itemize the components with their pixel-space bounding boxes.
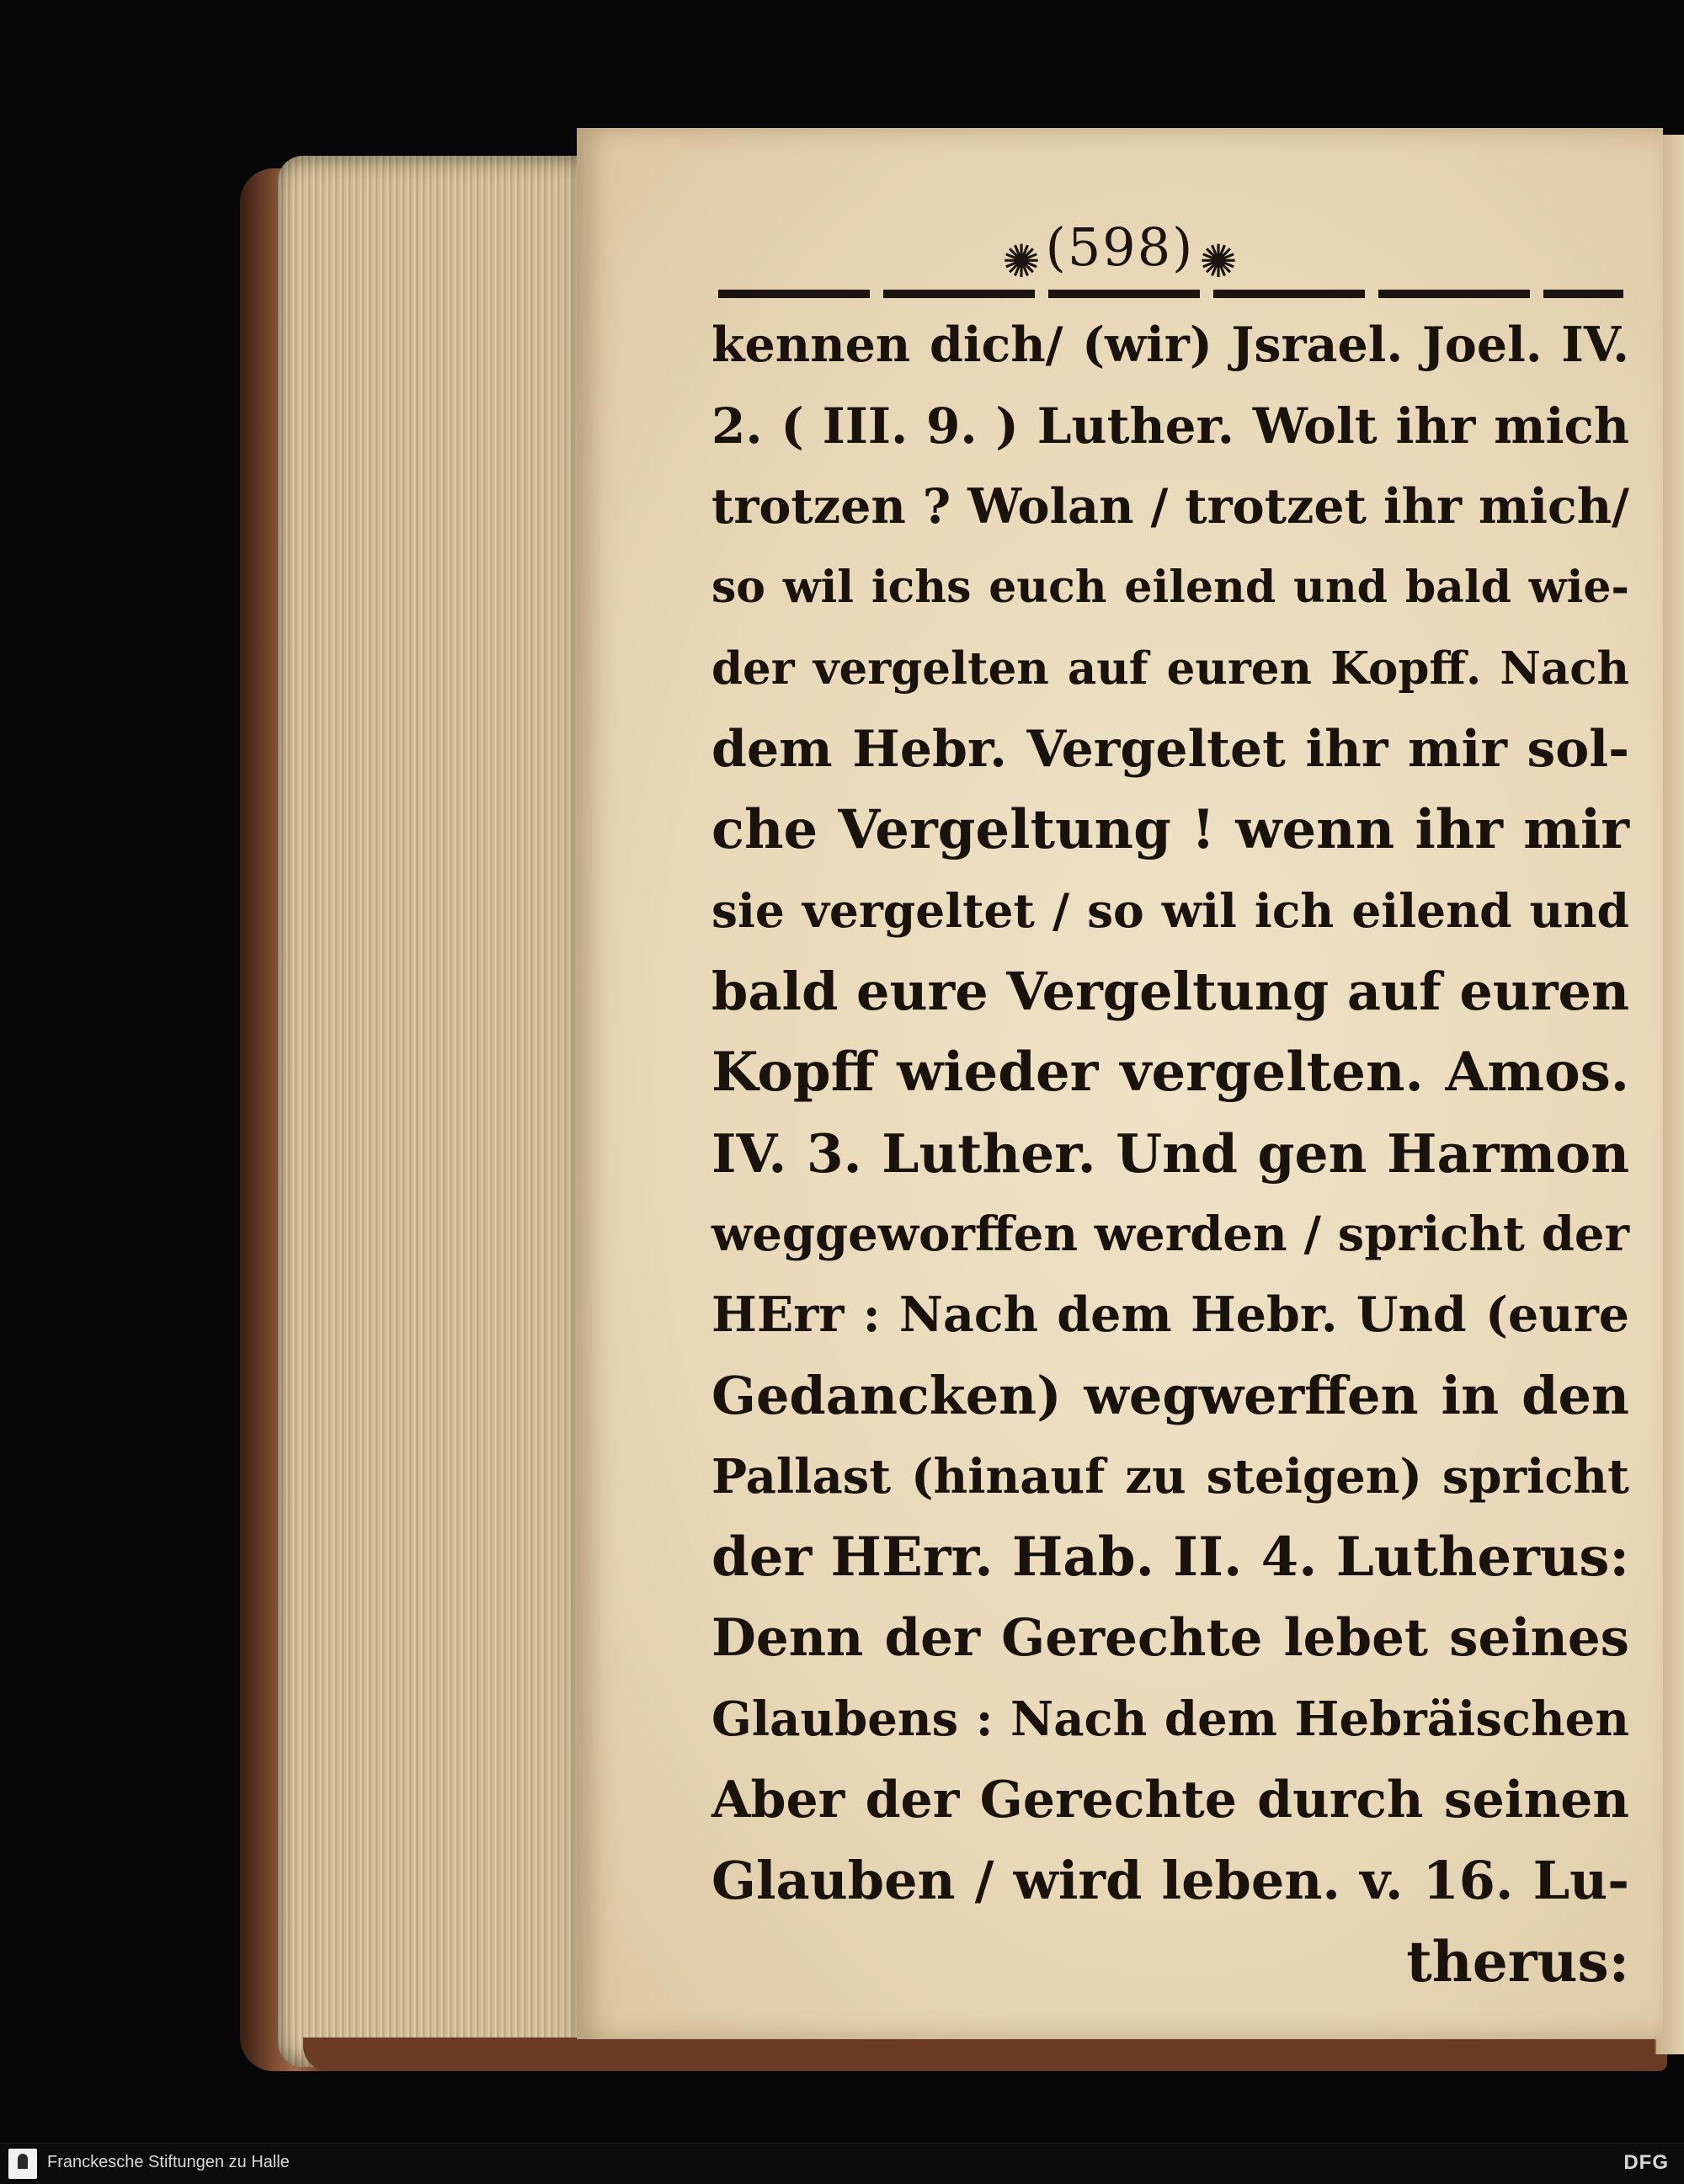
text-line: Gedancken) wegwerffen in den bbox=[711, 1365, 1629, 1426]
text-line: trotzen ? Wolan / trotzet ihr mich/ bbox=[711, 478, 1629, 535]
text-line: bald eure Vergeltung auf euren bbox=[711, 961, 1630, 1022]
ornament-left-icon: ✺ bbox=[1002, 235, 1041, 288]
viewer-footer bbox=[0, 2143, 1684, 2184]
text-line: HErr : Nach dem Hebr. Und (eure bbox=[711, 1286, 1629, 1343]
text-line: kennen dich/ (wir) Jsrael. Joel. IV. bbox=[711, 317, 1629, 373]
text-line: Aber der Gerechte durch seinen bbox=[711, 1771, 1629, 1830]
text-line: Pallast (hinauf zu steigen) spricht bbox=[711, 1449, 1629, 1505]
page-text bbox=[711, 305, 1629, 2002]
book-page bbox=[577, 128, 1663, 2039]
institution-name: Franckesche Stiftungen zu Halle bbox=[47, 2153, 290, 2171]
ornament-right-icon: ✺ bbox=[1199, 235, 1238, 288]
text-line: Glaubens : Nach dem Hebräischen bbox=[711, 1691, 1629, 1747]
header-rule bbox=[718, 290, 1623, 298]
text-line: che Vergeltung ! wenn ihr mir bbox=[711, 798, 1629, 861]
text-line: sie vergeltet / so wil ich eilend und bbox=[711, 883, 1629, 938]
text-line: Denn der Gerechte lebet seines bbox=[711, 1608, 1629, 1668]
text-line: Kopff wieder vergelten. Amos. bbox=[711, 1041, 1629, 1104]
funder-logo: DFG bbox=[1623, 2151, 1669, 2174]
text-line: Glauben / wird leben. v. 16. Lu- bbox=[711, 1850, 1629, 1911]
page-edges bbox=[278, 156, 581, 2067]
text-line: IV. 3. Luther. Und gen Harmon bbox=[711, 1122, 1629, 1185]
page-header bbox=[577, 216, 1663, 288]
book-bottom-edge bbox=[303, 2038, 1667, 2071]
catchword: therus: bbox=[1406, 1929, 1629, 1995]
text-line: weggeworffen werden / spricht der bbox=[711, 1207, 1629, 1262]
text-line: der HErr. Hab. II. 4. Lutherus: bbox=[711, 1526, 1629, 1589]
page-number: (598) bbox=[1045, 216, 1195, 278]
text-line: der vergelten auf euren Kopff. Nach bbox=[711, 642, 1629, 695]
text-line: 2. ( III. 9. ) Luther. Wolt ihr mich bbox=[711, 397, 1629, 455]
institution-logo-icon bbox=[8, 2149, 37, 2179]
text-line: dem Hebr. Vergeltet ihr mir sol- bbox=[711, 720, 1629, 779]
text-line: so wil ichs euch eilend und bald wie- bbox=[711, 562, 1629, 613]
